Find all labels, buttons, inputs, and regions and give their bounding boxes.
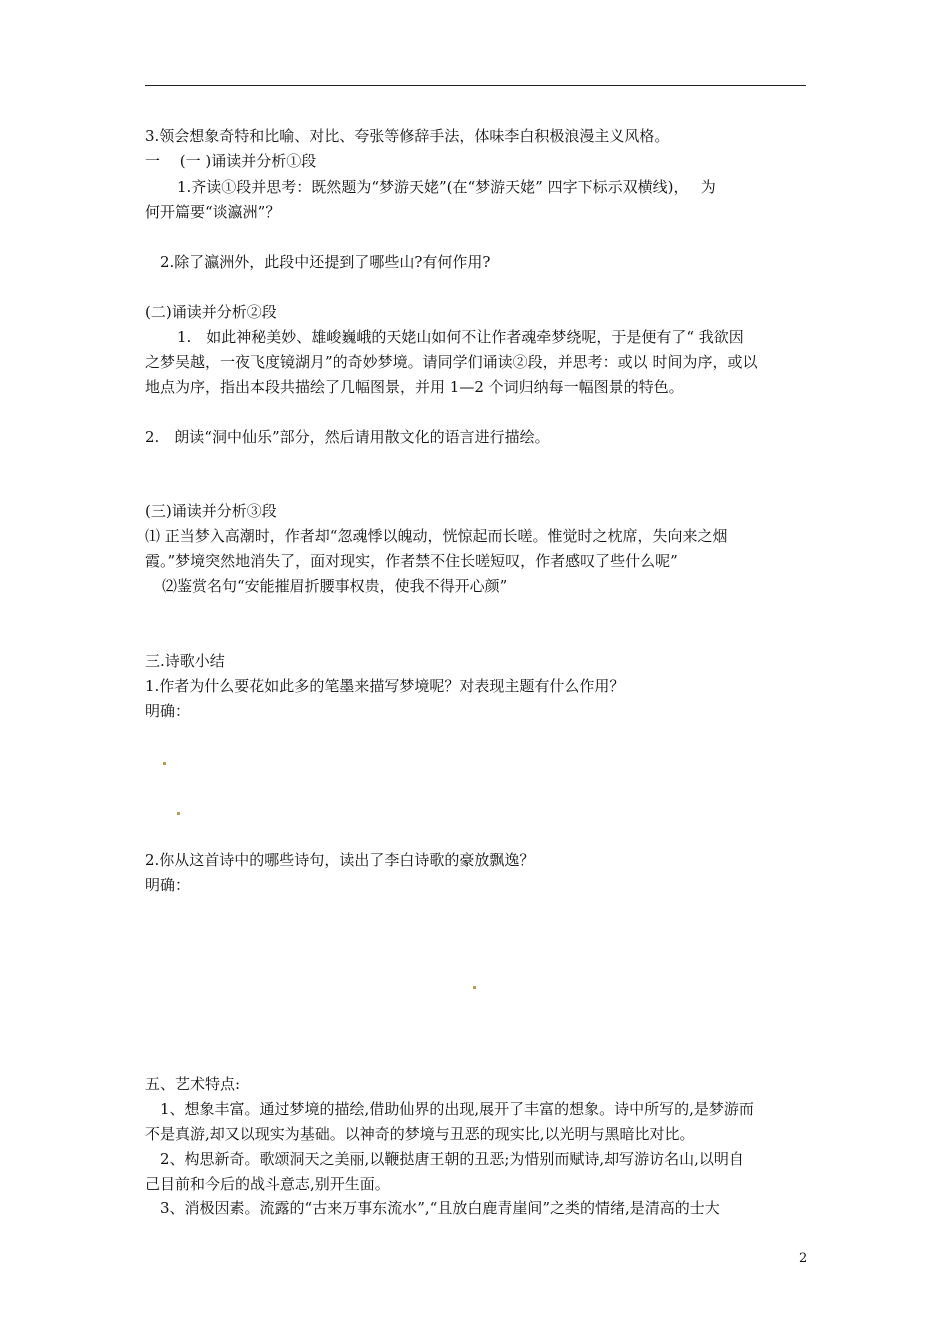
art-feature-3: 3、消极因素。流露的“古来万事东流水”,“且放白鹿青崖间”之类的情绪,是清高的士大 — [160, 1199, 720, 1217]
summary-question-2: 2.你从这首诗中的哪些诗句，读出了李白诗歌的豪放飘逸？ — [145, 851, 535, 869]
section-2-question-1: 1. 如此神秘美妙、雄峻巍峨的天姥山如何不让作者魂牵梦绕呢，于是便有了“ 我欲因 — [177, 328, 744, 346]
summary-question-1: 1.作者为什么要花如此多的笔墨来描写梦境呢？对表现主题有什么作用？ — [145, 677, 625, 695]
section-1-question-1: 1.齐读①段并思考：既然题为“梦游天姥”(在“梦游天姥” 四字下标示双横线)， 为 — [177, 178, 716, 196]
section-1-question-2: 2.除了瀛洲外，此段中还提到了哪些山?有何作用? — [160, 253, 491, 271]
section-2-heading: (二)诵读并分析②段 — [145, 303, 277, 321]
art-features-heading: 五、艺术特点: — [145, 1075, 241, 1093]
section-1-heading: 一 (一 )诵读并分析①段 — [145, 152, 317, 170]
section-2-question-1-cont: 之梦吴越，一夜飞度镜湖月”的奇妙梦境。请同学们诵读②段，并思考：或以 时间为序，或以 — [145, 353, 758, 371]
section-1-question-1-cont: 何开篇要“谈瀛洲”？ — [145, 203, 281, 221]
header-rule — [145, 85, 806, 86]
section-3-question-1-cont: 霞。”梦境突然地消失了，面对现实，作者禁不住长嗟短叹，作者感叹了些什么呢” — [145, 552, 678, 570]
section-3-question-1: ⑴ 正当梦入高潮时，作者却“忽魂悸以魄动，恍惊起而长嗟。惟觉时之枕席，失向来之烟 — [145, 527, 728, 545]
section-2-question-2: 2. 朗读“洞中仙乐”部分，然后请用散文化的语言进行描绘。 — [145, 428, 550, 446]
goal-3: 3.领会想象奇特和比喻、对比、夸张等修辞手法，体味李白积极浪漫主义风格。 — [145, 127, 670, 145]
summary-heading: 三.诗歌小结 — [145, 652, 225, 670]
summary-answer-2-label: 明确： — [145, 876, 191, 894]
speck-mark — [177, 812, 180, 815]
section-3-question-2: ⑵鉴赏名句“安能摧眉折腰事权贵，使我不得开心颜” — [162, 577, 508, 595]
art-feature-2: 2、构思新奇。歌颂洞天之美丽,以鞭挞唐王朝的丑恶;为惜别而赋诗,却写游访名山,以明自 — [160, 1150, 744, 1168]
section-3-heading: (三)诵读并分析③段 — [145, 502, 277, 520]
art-feature-2-cont: 己目前和今后的战斗意志,别开生面。 — [145, 1175, 390, 1193]
speck-mark — [163, 762, 166, 765]
speck-mark — [473, 986, 476, 989]
art-feature-1: 1、想象丰富。通过梦境的描绘,借助仙界的出现,展开了丰富的想象。诗中所写的,是梦游而 — [160, 1100, 754, 1118]
section-2-question-1-cont-2: 地点为序，指出本段共描绘了几幅图景，并用 1—2 个词归纳每一幅图景的特色。 — [145, 378, 684, 396]
summary-answer-1-label: 明确： — [145, 702, 191, 720]
art-feature-1-cont: 不是真游,却又以现实为基础。以神奇的梦境与丑恶的现实比,以光明与黑暗比对比。 — [145, 1125, 695, 1143]
page-number: 2 — [799, 1251, 808, 1266]
